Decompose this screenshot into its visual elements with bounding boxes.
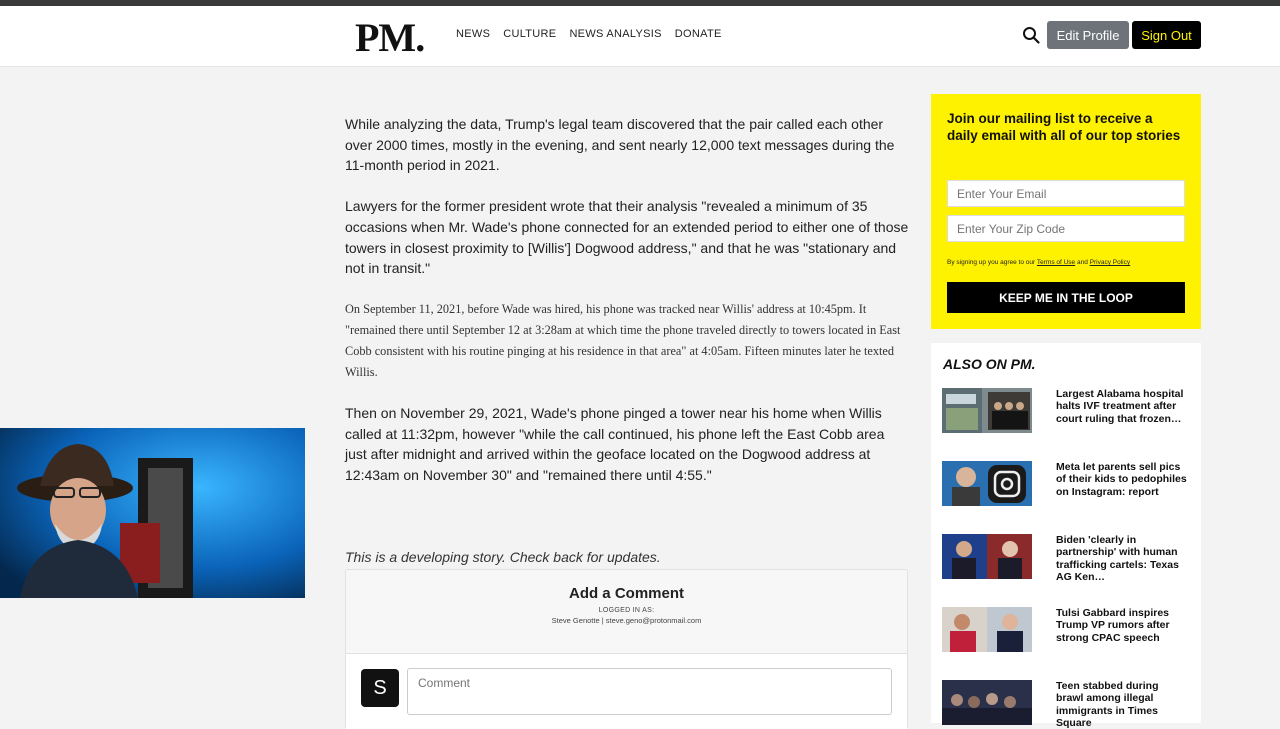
logged-in-label: LOGGED IN AS: bbox=[598, 607, 655, 614]
site-header bbox=[0, 6, 1280, 67]
article-paragraph: While analyzing the data, Trump's legal team discovered that the pair called each other over 2000 times, mostly in the evening, and sent nearly 12,000 text messages during the 11-month period in 2021. bbox=[345, 116, 895, 174]
site-logo[interactable]: PM. bbox=[355, 15, 425, 60]
avatar: S bbox=[361, 669, 399, 707]
edit-profile-button[interactable]: Edit Profile bbox=[1047, 21, 1129, 49]
article-paragraph: Lawyers for the former president wrote that their analysis "revealed a minimum of 35 occasions when Mr. Wade's phone connected for an extended period to either one of those towers in closest proximity to [Willis'] Dogwood address," and that he was "stationary and not in transit." bbox=[345, 198, 909, 277]
nav-news-analysis[interactable]: NEWS ANALYSIS bbox=[569, 28, 662, 40]
privacy-policy-link[interactable]: Privacy Policy bbox=[1089, 259, 1131, 266]
logged-in-user: Steve Genotte | steve.geno@protonmail.com bbox=[551, 616, 702, 625]
zip-code-field[interactable] bbox=[947, 215, 1185, 242]
mailing-list-signup bbox=[931, 94, 1201, 329]
article-paragraph: Then on November 29, 2021, Wade's phone pinged a tower near his home when Willis called at 11:32pm, however "while the call continued, his phone left the East Cobb area just after midnight and arrived within the geoface located on the Dogwood address at 12:43am on November 30" and "remained there until 4:55." bbox=[345, 404, 885, 484]
comment-section bbox=[345, 569, 908, 729]
story-title[interactable]: Tulsi Gabbard inspires Trump VP rumors after strong CPAC speech bbox=[1056, 607, 1170, 644]
story-title[interactable]: Biden 'clearly in partnership' with human trafficking cartels: Texas AG Ken… bbox=[1056, 534, 1179, 583]
comment-form bbox=[346, 654, 907, 729]
article-quote-paragraph: On September 11, 2021, before Wade was hired, his phone was tracked near Willis' address at 10:45pm. It "remained there until September 12 at 3:28am at which time the phone traveled directly to towers located in East Cobb consistent with his routine pinging at his residence in that area" at 4:05am. Fifteen minutes later he texted Willis. bbox=[345, 301, 901, 379]
main-nav bbox=[456, 28, 722, 40]
nav-culture[interactable]: CULTURE bbox=[503, 28, 557, 40]
also-on-title: ALSO ON PM. bbox=[943, 356, 1036, 372]
story-thumbnail[interactable] bbox=[942, 607, 1032, 652]
sign-out-button[interactable]: Sign Out bbox=[1132, 21, 1201, 49]
signup-title: Join our mailing list to receive a daily email with all of our top stories bbox=[947, 111, 1181, 143]
article-body bbox=[345, 114, 910, 506]
developing-story-note: This is a developing story. Check back for updates. bbox=[345, 549, 661, 565]
search-icon[interactable] bbox=[1022, 26, 1040, 44]
story-thumbnail[interactable] bbox=[942, 461, 1032, 506]
webcam-overlay bbox=[0, 428, 305, 598]
comment-input[interactable] bbox=[407, 668, 892, 715]
nav-donate[interactable]: DONATE bbox=[674, 28, 722, 40]
comment-title: Add a Comment bbox=[568, 585, 684, 602]
nav-news[interactable]: NEWS bbox=[456, 28, 491, 40]
terms-prefix: By signing up you agree to our bbox=[947, 259, 1036, 266]
signup-terms bbox=[947, 259, 1130, 266]
story-thumbnail[interactable] bbox=[942, 534, 1032, 579]
story-thumbnail[interactable] bbox=[942, 388, 1032, 433]
story-title[interactable]: Largest Alabama hospital halts IVF treatment after court ruling that frozen… bbox=[1056, 388, 1184, 425]
email-field[interactable] bbox=[947, 180, 1185, 207]
terms-of-use-link[interactable]: Terms of Use bbox=[1036, 259, 1076, 266]
keep-me-in-the-loop-button[interactable]: KEEP ME IN THE LOOP bbox=[947, 282, 1185, 313]
story-title[interactable]: Meta let parents sell pics of their kids to pedophiles on Instagram: report bbox=[1056, 461, 1187, 498]
story-title[interactable]: Teen stabbed during brawl among illegal immigrants in Times Square bbox=[1056, 680, 1159, 729]
terms-and: and bbox=[1076, 259, 1088, 266]
also-on-pm-panel bbox=[931, 343, 1201, 729]
comment-header bbox=[346, 570, 907, 654]
story-thumbnail[interactable] bbox=[942, 680, 1032, 725]
